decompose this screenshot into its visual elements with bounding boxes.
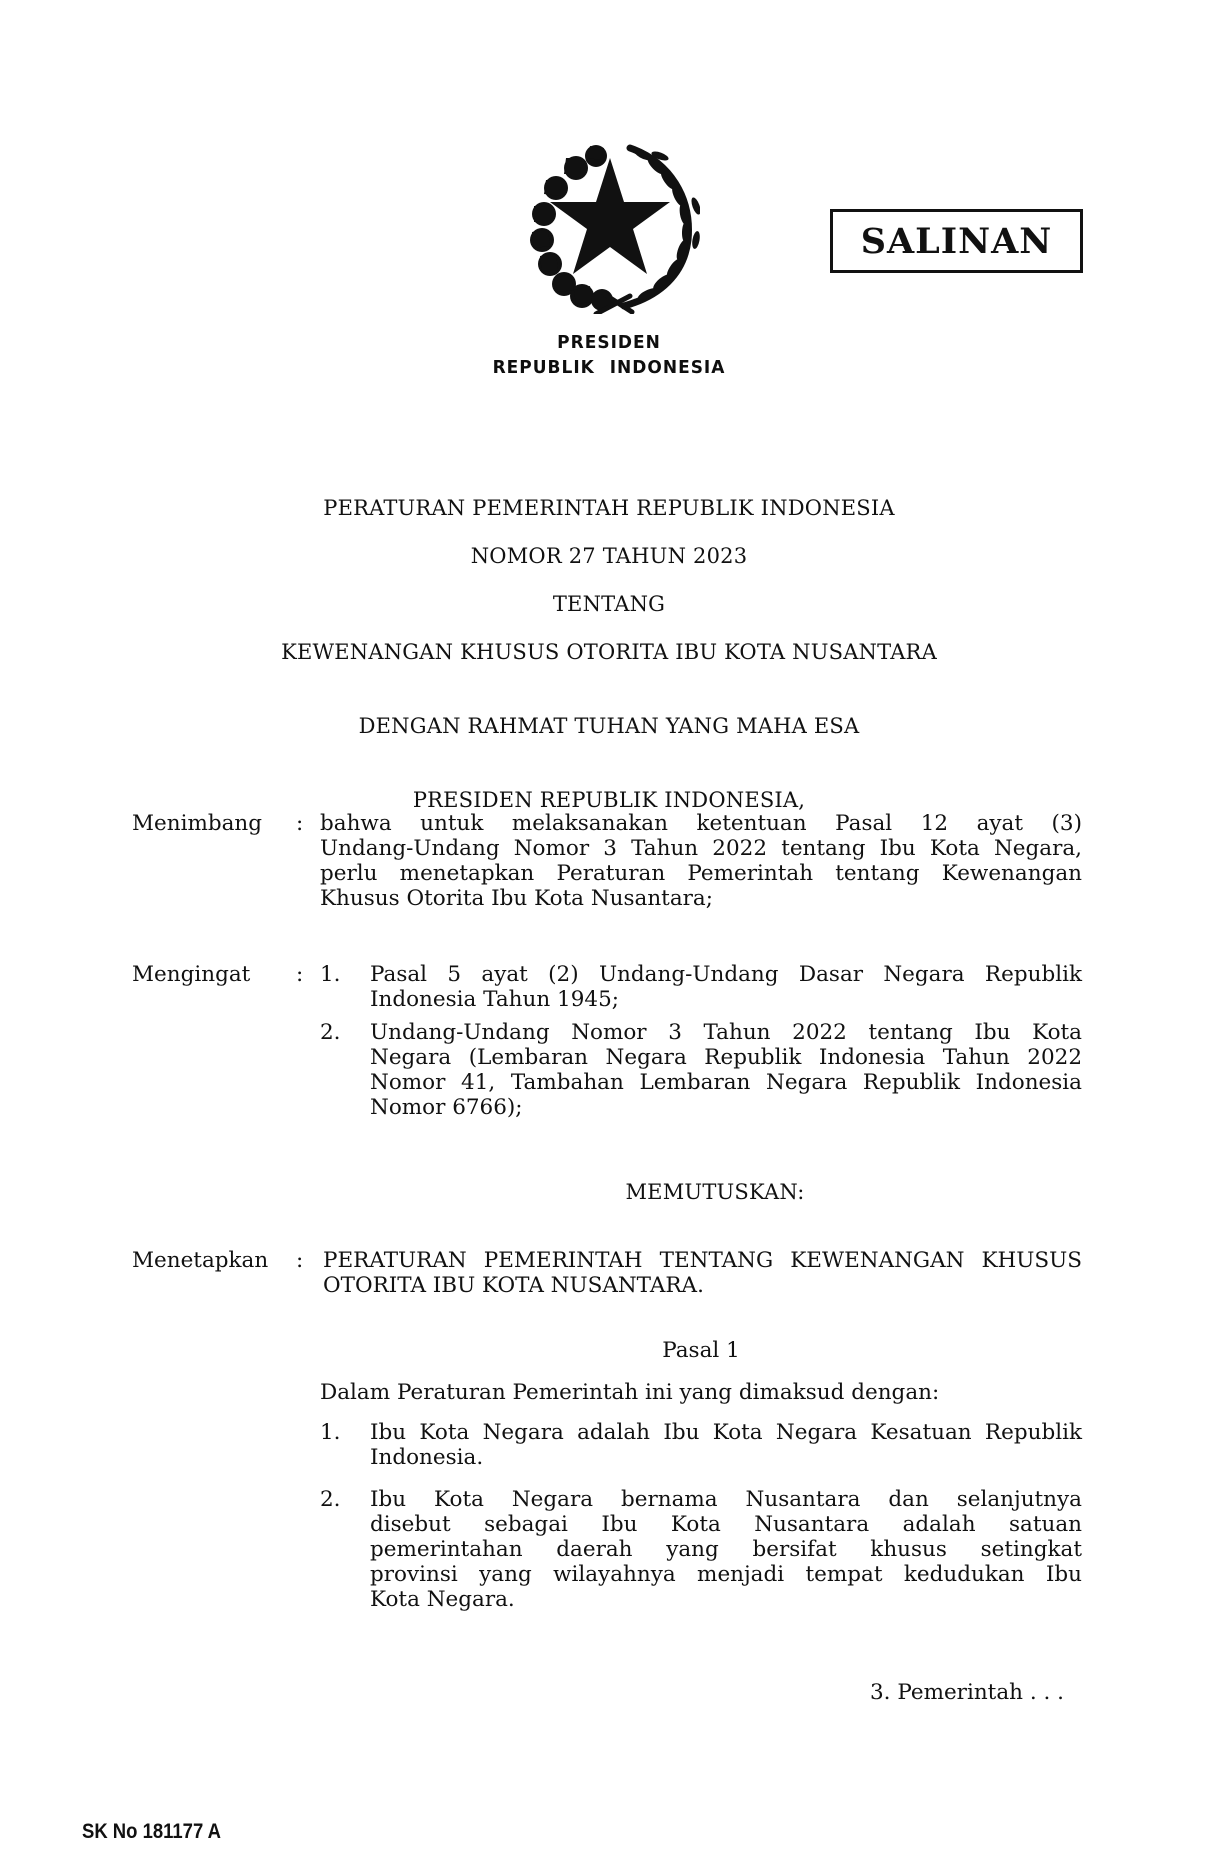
mengingat-line: Undang-Undang Nomor 3 Tahun 2022 tentang Ibu Kota — [370, 1020, 1082, 1045]
presidential-emblem-icon — [520, 136, 700, 314]
mengingat-line: Nomor 6766); — [370, 1095, 523, 1120]
pasal-1-heading: Pasal 1 — [662, 1338, 740, 1363]
invocation-line: DENGAN RAHMAT TUHAN YANG MAHA ESA — [358, 714, 860, 738]
mengingat-line: Pasal 5 ayat (2) Undang-Undang Dasar Negara Republik — [370, 962, 1082, 987]
mengingat-item-number: 1. — [320, 962, 341, 987]
menimbang-colon: : — [296, 811, 304, 836]
mengingat-line: Nomor 41, Tambahan Lembaran Negara Republik Indonesia — [370, 1070, 1082, 1095]
mengingat-line: Indonesia Tahun 1945; — [370, 987, 620, 1012]
pasal-1-intro: Dalam Peraturan Pemerintah ini yang dimaksud dengan: — [320, 1380, 940, 1405]
title-line-2: NOMOR 27 TAHUN 2023 — [470, 544, 748, 568]
continuation-marker: 3. Pemerintah . . . — [870, 1680, 1064, 1705]
definition-line: Ibu Kota Negara bernama Nusantara dan selanjutnya — [370, 1487, 1082, 1512]
menetapkan-line: OTORITA IBU KOTA NUSANTARA. — [323, 1273, 704, 1298]
memutuskan-heading: MEMUTUSKAN: — [625, 1180, 805, 1204]
definition-line: Indonesia. — [370, 1445, 484, 1470]
issuer-line: PRESIDEN REPUBLIK INDONESIA, — [412, 788, 806, 812]
definition-line: Kota Negara. — [370, 1587, 515, 1612]
kop-presiden: PRESIDEN — [557, 332, 661, 354]
menetapkan-colon: : — [296, 1248, 304, 1273]
definition-item-2 — [370, 1487, 1082, 1612]
menetapkan-line: PERATURAN PEMERINTAH TENTANG KEWENANGAN KHUSUS — [323, 1248, 1082, 1273]
menetapkan-label: Menetapkan — [132, 1248, 269, 1273]
title-line-3: TENTANG — [552, 592, 666, 616]
definition-number: 1. — [320, 1420, 341, 1445]
title-line-1: PERATURAN PEMERINTAH REPUBLIK INDONESIA — [323, 496, 895, 520]
kop-republik-indonesia: REPUBLIK INDONESIA — [492, 357, 726, 379]
definition-number: 2. — [320, 1487, 341, 1512]
menetapkan-text — [323, 1248, 1082, 1298]
mengingat-label: Mengingat — [132, 962, 251, 987]
definition-line: Ibu Kota Negara adalah Ibu Kota Negara Kesatuan Republik — [370, 1420, 1082, 1445]
title-line-4: KEWENANGAN KHUSUS OTORITA IBU KOTA NUSANTARA — [281, 640, 937, 664]
definition-line: provinsi yang wilayahnya menjadi tempat kedudukan Ibu — [370, 1562, 1082, 1587]
mengingat-line: Negara (Lembaran Negara Republik Indonesia Tahun 2022 — [370, 1045, 1082, 1070]
menimbang-text — [320, 811, 1082, 911]
mengingat-item-2 — [370, 1020, 1082, 1120]
mengingat-item-1 — [370, 962, 1082, 1012]
salinan-label: SALINAN — [860, 220, 1053, 262]
menimbang-line: perlu menetapkan Peraturan Pemerintah tentang Kewenangan — [320, 861, 1082, 886]
menimbang-line: Khusus Otorita Ibu Kota Nusantara; — [320, 886, 713, 911]
definition-line: pemerintahan daerah yang bersifat khusus setingkat — [370, 1537, 1082, 1562]
mengingat-item-number: 2. — [320, 1020, 341, 1045]
salinan-stamp — [830, 209, 1083, 273]
menimbang-label: Menimbang — [132, 811, 263, 836]
menimbang-line: bahwa untuk melaksanakan ketentuan Pasal 12 ayat (3) — [320, 811, 1082, 836]
definition-item-1 — [370, 1420, 1082, 1470]
sk-number: SK No 181177 A — [82, 1820, 222, 1843]
definition-line: disebut sebagai Ibu Kota Nusantara adalah satuan — [370, 1512, 1082, 1537]
mengingat-colon: : — [296, 962, 304, 987]
menimbang-line: Undang-Undang Nomor 3 Tahun 2022 tentang Ibu Kota Negara, — [320, 836, 1082, 861]
